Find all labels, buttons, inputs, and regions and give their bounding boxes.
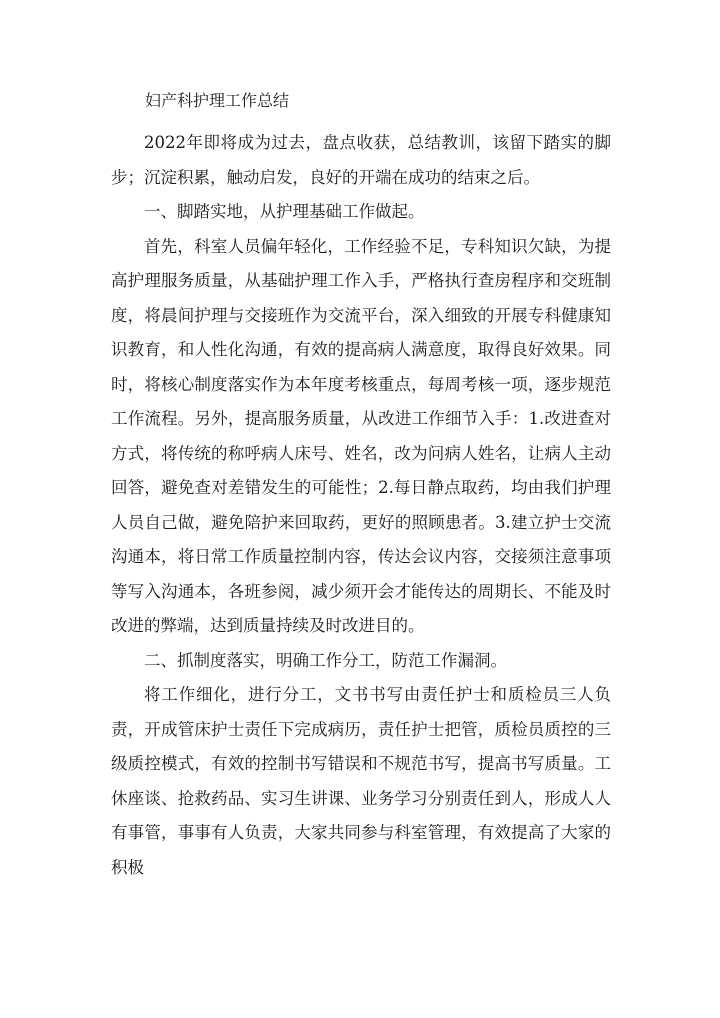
paragraph-section-1: 首先，科室人员偏年轻化，工作经验不足，专科知识欠缺，为提高护理服务质量，从基础护理工作入手，严格执行查房程序和交班制度，将晨间护理与交接班作为交流平台，深入细致的开展专科健康知识教育，和人性化沟通，有效的提高病人满意度，取得良好效果。同时，将核心制度落实作为本年度考核重点，每周考核一项，逐步规范工作流程。另外，提高服务质量，从改进工作细节入手：1.改进查对方式，将传统的称呼病人床号、姓名，改为问病人姓名，让病人主动回答，避免查对差错发生的可能性；2.每日静点取药，均由我们护理人员自己做，避免陪护来回取药，更好的照顾患者。3.建立护士交流沟通本，将日常工作质量控制内容，传达会议内容，交接须注意事项等写入沟通本，各班参阅，减少须开会才能传达的周期长、不能及时改进的弊端，达到质量持续及时改进目的。 bbox=[111, 236, 611, 635]
section-heading-1: 一、脚踏实地，从护理基础工作做起。 bbox=[144, 202, 425, 221]
document-title: 妇产科护理工作总结 bbox=[145, 91, 290, 110]
document-body bbox=[111, 86, 611, 885]
section-heading-2: 二、抓制度落实，明确工作分工，防范工作漏洞。 bbox=[144, 650, 507, 670]
paragraph-section-2: 将工作细化，进行分工，文书书写由责任护士和质检员三人负责，开成管床护士责任下完成病历，责任护士把管，质检员质控的三级质控模式，有效的控制书写错误和不规范书写，提高书写质量。工休座谈、抢救药品、实习生讲课、业务学习分别责任到人，形成人人有事管，事事有人负责，大家共同参与科室管理，有效提高了大家的积极 bbox=[111, 685, 611, 877]
paragraph-intro: 2022年即将成为过去，盘点收获，总结教训，该留下踏实的脚步；沉淀积累，触动启发，良好的开端在成功的结束之后。 bbox=[111, 133, 611, 187]
